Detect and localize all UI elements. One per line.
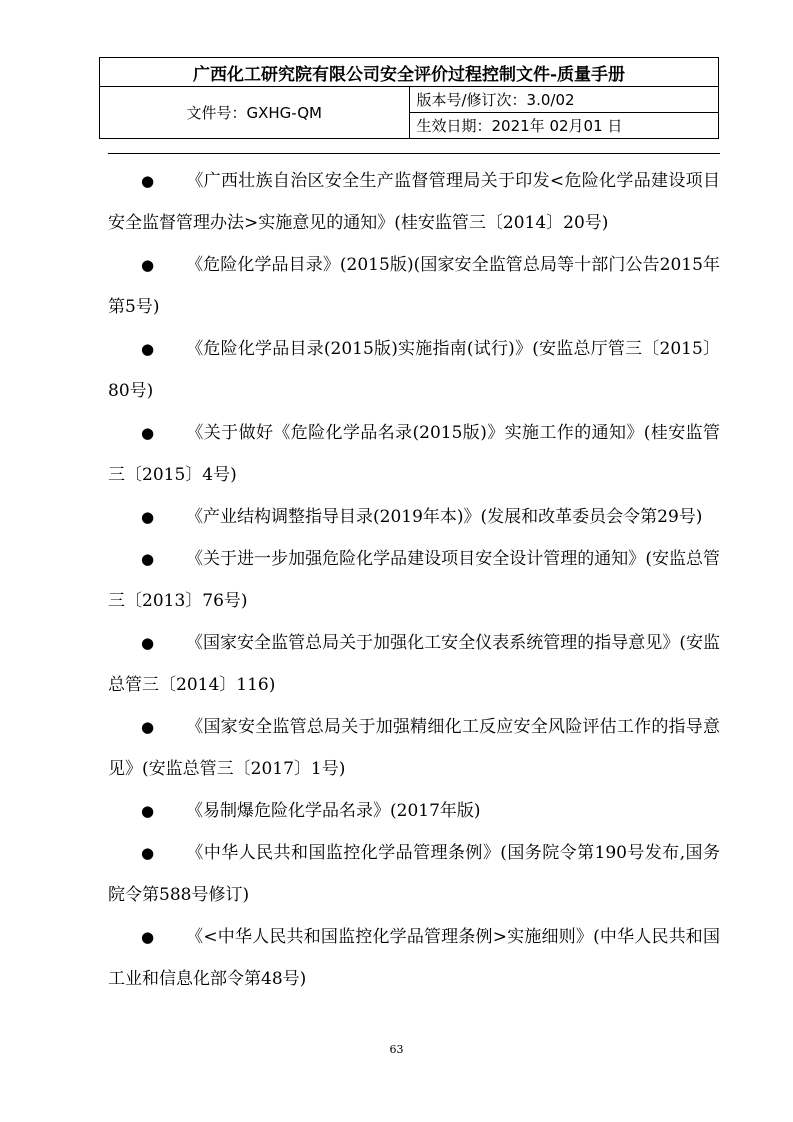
list-item	[108, 916, 720, 1000]
bullet-icon: ●	[141, 550, 155, 568]
header-divider	[108, 153, 720, 154]
bullet-icon: ●	[141, 340, 155, 358]
list-item	[108, 706, 720, 790]
list-item	[108, 496, 720, 538]
bullet-icon: ●	[141, 928, 155, 946]
list-item	[108, 160, 720, 244]
list-item-text: 《关于做好《危险化学品名录(2015版)》实施工作的通知》(桂安监管三〔2015〕4号)	[108, 423, 720, 485]
list-item-text: 《易制爆危险化学品名录》(2017年版)	[186, 801, 481, 821]
bullet-icon: ●	[141, 508, 155, 526]
list-item-text: 《关于进一步加强危险化学品建设项目安全设计管理的通知》(安监总管三〔2013〕76号)	[108, 549, 720, 611]
list-item	[108, 244, 720, 328]
bullet-icon: ●	[141, 634, 155, 652]
list-item-text: 《产业结构调整指导目录(2019年本)》(发展和改革委员会令第29号)	[186, 507, 703, 527]
bullet-icon: ●	[141, 802, 155, 820]
list-item-text: 《国家安全监管总局关于加强化工安全仪表系统管理的指导意见》(安监总管三〔2014〕116)	[108, 633, 720, 695]
bullet-icon: ●	[141, 424, 155, 442]
list-item	[108, 328, 720, 412]
bullet-icon: ●	[141, 172, 155, 190]
list-item-text: 《<中华人民共和国监控化学品管理条例>实施细则》(中华人民共和国工业和信息化部令第48号)	[108, 927, 720, 989]
list-item-text: 《危险化学品目录(2015版)实施指南(试行)》(安监总厅管三〔2015〕80号)	[108, 339, 720, 401]
list-item-text: 《国家安全监管总局关于加强精细化工反应安全风险评估工作的指导意见》(安监总管三〔2017〕1号)	[108, 717, 720, 779]
page-number: 63	[389, 1043, 404, 1056]
list-item	[108, 412, 720, 496]
effective-date: 生效日期：2021年 02月01 日	[409, 113, 719, 139]
bullet-icon: ●	[141, 844, 155, 862]
bullet-icon: ●	[141, 718, 155, 736]
document-title: 广西化工研究院有限公司安全评价过程控制文件-质量手册	[100, 58, 719, 87]
list-item	[108, 538, 720, 622]
list-item	[108, 622, 720, 706]
list-item-text: 《广西壮族自治区安全生产监督管理局关于印发<危险化学品建设项目安全监督管理办法>实施意见的通知》(桂安监管三〔2014〕20号)	[108, 171, 720, 233]
list-item-text: 《中华人民共和国监控化学品管理条例》(国务院令第190号发布,国务院令第588号修订)	[108, 843, 720, 905]
list-item-text: 《危险化学品目录》(2015版)(国家安全监管总局等十部门公告2015年第5号)	[108, 255, 720, 317]
regulation-list	[108, 160, 720, 1000]
bullet-icon: ●	[141, 256, 155, 274]
document-number: 文件号：GXHG-QM	[100, 87, 410, 139]
version-number: 版本号/修订次：3.0/02	[409, 87, 719, 113]
list-item	[108, 790, 720, 832]
list-item	[108, 832, 720, 916]
document-header	[99, 57, 719, 139]
